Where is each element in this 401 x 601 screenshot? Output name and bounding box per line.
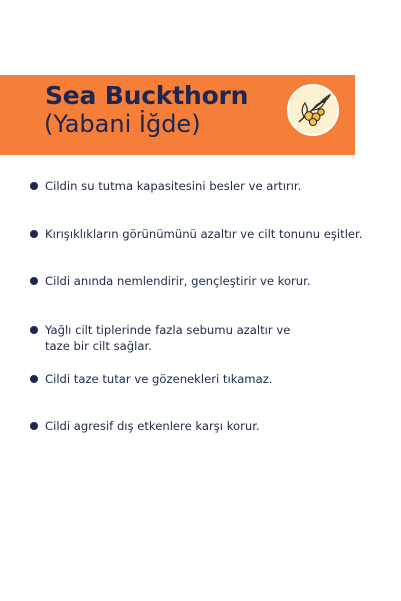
bullet-icon: [30, 326, 38, 334]
list-item: [30, 226, 370, 242]
benefit-text: Cildi agresif dış etkenlere karşı korur.: [45, 419, 260, 433]
list-item: [30, 178, 370, 194]
page-title: Sea Buckthorn: [45, 81, 249, 110]
bullet-icon: [30, 230, 38, 238]
page-subtitle: (Yabani İğde): [44, 110, 201, 138]
list-item: [30, 322, 370, 354]
benefit-text: Cildi anında nemlendirir, gençleştirir ve korur.: [45, 274, 311, 288]
benefit-text: Yağlı cilt tiplerinde fazla sebumu azaltır ve taze bir cilt sağlar.: [45, 323, 291, 353]
list-item: [30, 273, 370, 289]
list-item: [30, 371, 370, 387]
bullet-icon: [30, 182, 38, 190]
bullet-icon: [30, 375, 38, 383]
benefit-text: Cildin su tutma kapasitesini besler ve artırır.: [45, 179, 302, 193]
bullet-icon: [30, 277, 38, 285]
benefit-text: Kırışıklıkların görünümünü azaltır ve cilt tonunu eşitler.: [45, 227, 363, 241]
list-item: [30, 418, 370, 434]
bullet-icon: [30, 422, 38, 430]
benefit-text: Cildi taze tutar ve gözenekleri tıkamaz.: [45, 372, 273, 386]
